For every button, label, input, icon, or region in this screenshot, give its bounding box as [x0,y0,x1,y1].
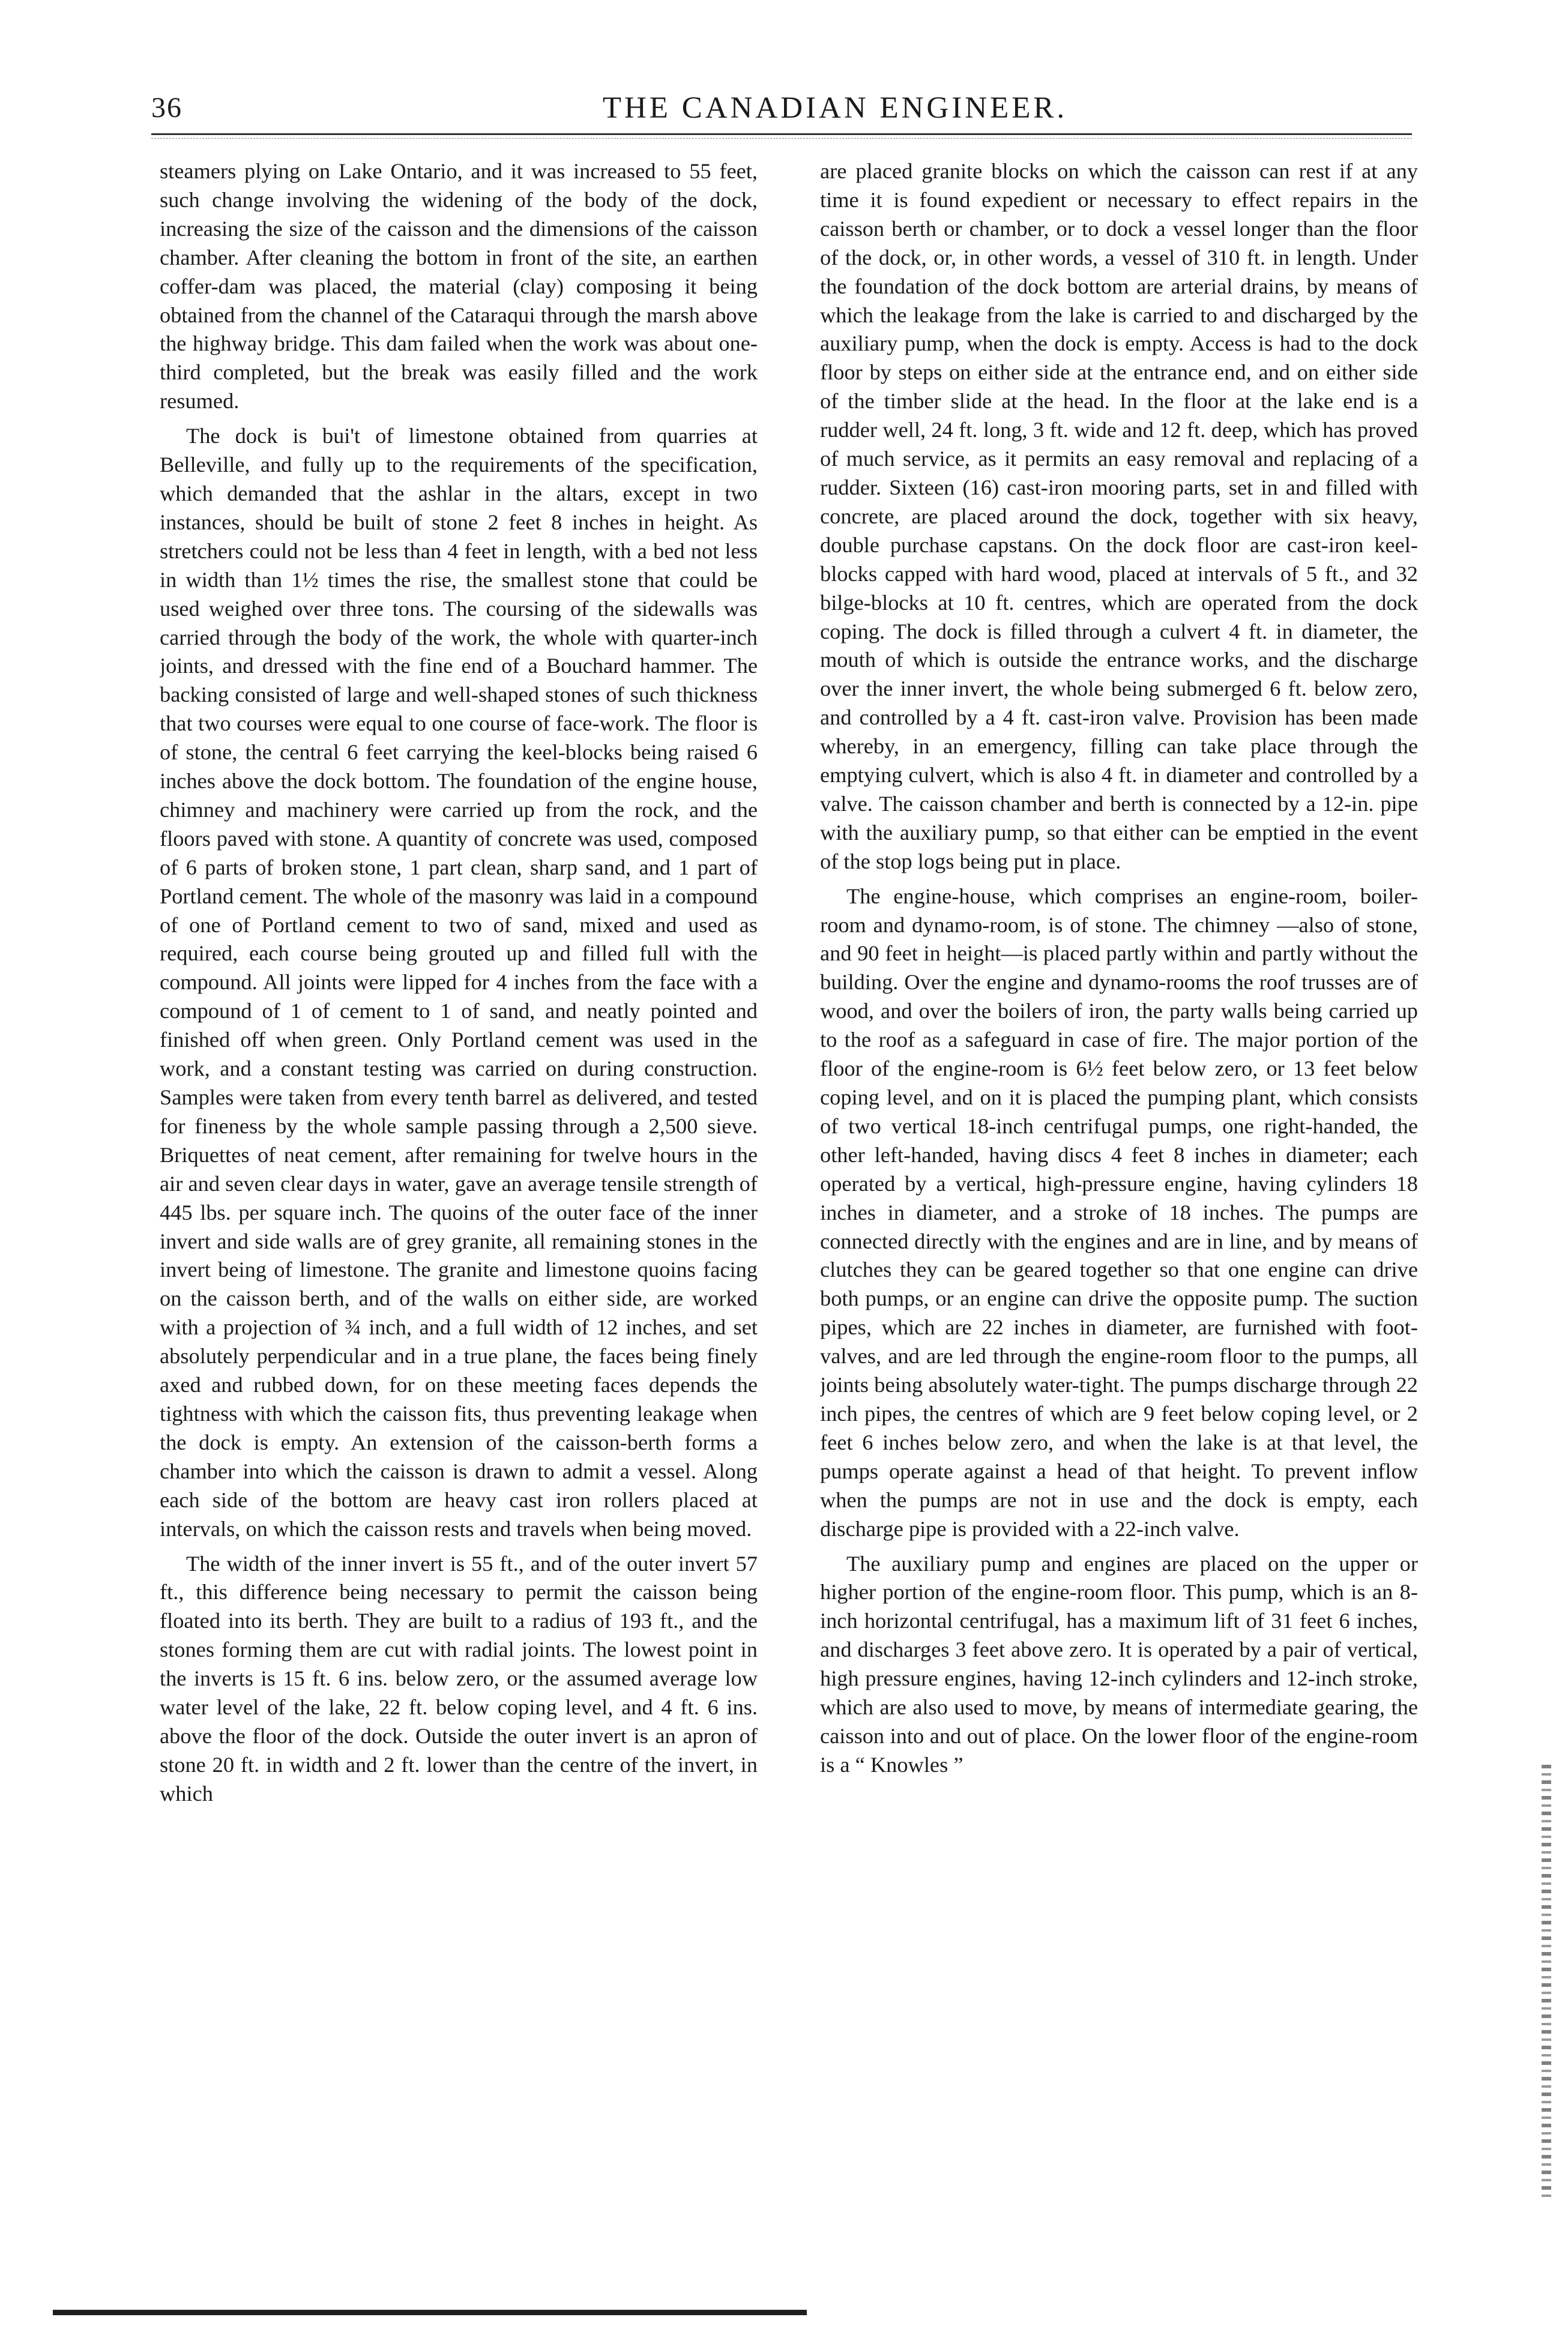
page-number: 36 [151,92,182,124]
page-edge-scan-artifact [1542,1765,1551,2197]
paragraph: The width of the inner invert is 55 ft., and of the outer invert 57 ft., this difference being necessary to permit the caisson being floated into its berth. They are built to a radius of 193 ft., and the stones forming them are cut with radial joints. The lowest point in the inverts is 15 ft. 6 ins. below zero, or the assumed average low water level of the lake, 22 ft. below coping level, and 4 ft. 6 ins. above the floor of the dock. Outside the outer invert is an apron of stone 20 ft. in width and 2 ft. lower than the centre of the invert, in which [160,1551,758,1806]
paragraph: The engine-house, which comprises an engine-room, boiler-room and dynamo-room, is of stone. The chimney —also of stone, and 90 feet in height—is placed partly within and partly without the building. Over the engine and dynamo-rooms the roof trusses are of wood, and over the boilers of iron, the party walls being carried up to the roof as a safeguard in case of fire. The major portion of the floor of the engine-room is 6½ feet below zero, or 13 feet below coping level, and on it is placed the pumping plant, which consists of two vertical 18-inch centrifugal pumps, one right-handed, the other left-handed, having discs 4 feet 8 inches in diameter; each operated by a vertical, high-pressure engine, having cylinders 18 inches in diameter, and a stroke of 18 inches. The pumps are connected directly with the engines and are in line, and by means of clutches they can be geared together so that one engine can drive both pumps, or an engine can drive the opposite pump. The suction pipes, which are 22 inches in diameter, are furnished with foot-valves, and are led through the engine-room floor to the pumps, all joints being absolutely water-tight. The pumps discharge through 22 inch pipes, the centres of which are 9 feet below coping level, or 2 feet 6 inches below zero, and when the lake is at that level, the pumps operate against a head of that height. To prevent inflow when the pumps are not in use and the dock is empty, each discharge pipe is provided with a 22-inch valve. [820,884,1418,1541]
paragraph: The dock is bui't of limestone obtained from quarries at Belleville, and fully up to the requirements of the specification, which demanded that the ashlar in the altars, except in two instances, should be built of stone 2 feet 8 inches in height. As stretchers could not be less than 4 feet in length, with a bed not less in width than 1½ times the rise, the smallest stone that could be used weighed over three tons. The coursing of the sidewalls was carried through the body of the work, the whole with quarter-inch joints, and dressed with the fine end of a Bouchard hammer. The backing consisted of large and well-shaped stones of such thickness that two courses were equal to one course of face-work. The floor is of stone, the central 6 feet carrying the keel-blocks being raised 6 inches above the dock bottom. The foundation of the engine house, chimney and machinery were carried up from the rock, and the floors paved with stone. A quantity of concrete was used, composed of 6 parts of broken stone, 1 part clean, sharp sand, and 1 part of Portland cement. The whole of the masonry was laid in a compound of one of Portland cement to two of sand, mixed and used as required, each course being grouted up and filled full with the compound. All joints were lipped for 4 inches from the face with a compound of 1 of cement to 1 of sand, and neatly pointed and finished off when green. Only Portland cement was used in the work, and a constant testing was carried on during construction. Samples were taken from every tenth barrel as delivered, and tested for fineness by the whole sample passing through a 2,500 sieve. Briquettes of neat cement, after remaining for twelve hours in the air and seven clear days in water, gave an average tensile strength of 445 lbs. per square inch. The quoins of the outer face of the inner invert and side walls are of grey granite, all remaining stones in the invert being of limestone. The granite and limestone quoins facing on the caisson berth, and of the walls on either side, are worked with a projection of ¾ inch, and a full width of 12 inches, and set absolutely perpendicular and in a true plane, the faces being finely axed and rubbed down, for on these meeting faces depends the tightness with which the caisson fits, thus preventing leakage when the dock is empty. An extension of the caisson-berth forms a chamber into which the caisson is drawn to admit a vessel. Along each side of the bottom are heavy cast iron rollers placed at intervals, on which the caisson rests and travels when being moved. [160,424,758,1541]
right-column [820,157,1418,2150]
paragraph: The auxiliary pump and engines are placed on the upper or higher portion of the engine-room floor. This pump, which is an 8-inch horizontal centrifugal, has a maximum lift of 31 feet 6 inches, and discharges 3 feet above zero. It is operated by a pair of vertical, high pressure engines, having 12-inch cylinders and 12-inch stroke, which are also used to move, by means of intermediate gearing, the caisson into and out of place. On the lower floor of the engine-room is a “ Knowles ” [820,1551,1418,1777]
journal-title: THE CANADIAN ENGINEER. [602,91,1068,125]
paragraph: are placed granite blocks on which the caisson can rest if at any time it is found expedient or necessary to effect repairs in the caisson berth or chamber, or to dock a vessel longer than the floor of the dock, or, in other words, a vessel of 310 ft. in length. Under the foundation of the dock bottom are arterial drains, by means of which the leakage from the lake is carried to and discharged by the auxiliary pump, when the dock is empty. Access is had to the dock floor by steps on either side at the entrance end, and on either side of the timber slide at the head. In the floor at the lake end is a rudder well, 24 ft. long, 3 ft. wide and 12 ft. deep, which has proved of much service, as it permits an easy removal and replacing of a rudder. Sixteen (16) cast-iron mooring parts, set in and filled with concrete, are placed around the dock, together with six heavy, double purchase capstans. On the dock floor are cast-iron keel-blocks capped with hard wood, placed at intervals of 5 ft., and 32 bilge-blocks at 10 ft. centres, which are operated from the dock coping. The dock is filled through a culvert 4 ft. in diameter, the mouth of which is outside the entrance works, and the discharge over the inner invert, the whole being submerged 6 ft. below zero, and controlled by a 4 ft. cast-iron valve. Provision has been made whereby, in an emergency, filling can take place through the emptying culvert, which is also 4 ft. in diameter and controlled by a valve. The caisson chamber and berth is connected by a 12-in. pipe with the auxiliary pump, so that either can be emptied in the event of the stop logs being put in place. [820,159,1418,873]
paragraph: steamers plying on Lake Ontario, and it was increased to 55 feet, such change involving the widening of the body of the dock, increasing the size of the caisson and the dimensions of the caisson chamber. After cleaning the bottom in front of the site, an earthen coffer-dam was placed, the material (clay) composing it being obtained from the channel of the Cataraqui through the marsh above the highway bridge. This dam failed when the work was about one-third completed, but the break was easily filled and the work resumed. [160,159,758,414]
left-column [160,157,758,2150]
header-rule-secondary [151,138,1412,139]
header-rule [151,133,1412,135]
page-header [0,90,1568,126]
bottom-rule [53,2310,807,2315]
